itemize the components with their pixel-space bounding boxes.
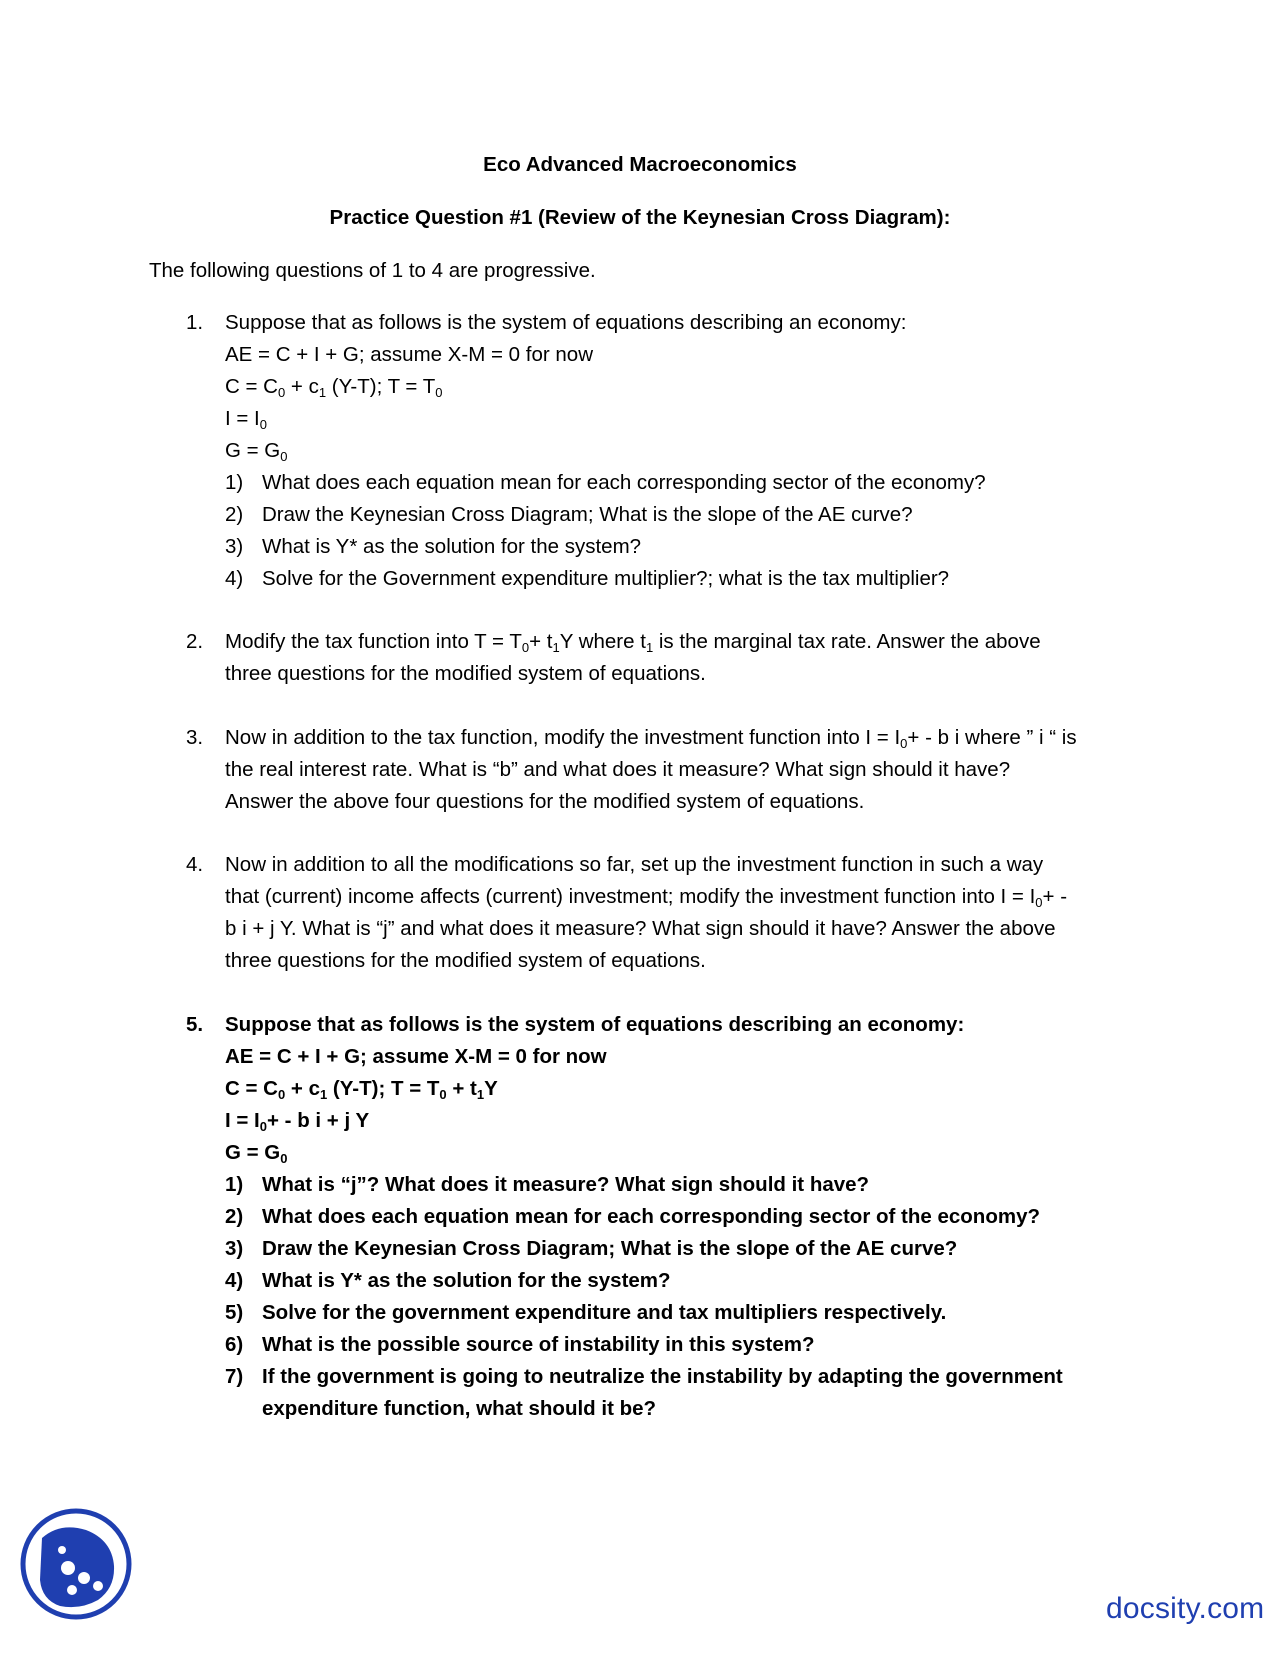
q5-item-text: What is Y* as the solution for the system? xyxy=(262,1269,671,1292)
q1-eq-ae: AE = C + I + G; assume X-M = 0 for now xyxy=(225,343,594,366)
q5-number: 5. xyxy=(186,1013,204,1036)
q4-line: Now in addition to all the modifications so far, set up the investment function in such a way xyxy=(225,853,1044,876)
q2-line: Modify the tax function into $T = T_0+ t_1Y$ where $t_1$ is the marginal tax rate. Answer the above xyxy=(225,630,1041,655)
q5-item-number: 6) xyxy=(225,1333,244,1356)
q1-number: 1. xyxy=(186,311,204,334)
q5-item-text: What is “j”? What does it measure? What sign should it have? xyxy=(262,1173,870,1196)
q5-item-number: 5) xyxy=(225,1301,244,1324)
q1-eq-c: $C = C_0 + c_1$ (Y-T); $T = T_0$ xyxy=(225,375,443,400)
docsity-brand-link[interactable]: docsity.com xyxy=(1106,1592,1265,1625)
q5-item-number: 3) xyxy=(225,1237,244,1260)
q1-item-text: What does each equation mean for each corresponding sector of the economy? xyxy=(262,471,986,494)
q5-item-number: 4) xyxy=(225,1269,244,1292)
q5-eq-c: $C = C_0 + c_1$ (Y-T); $T = T_0 + t_1Y$ xyxy=(225,1077,498,1102)
docsity-logo-icon[interactable] xyxy=(20,1508,132,1620)
q3-number: 3. xyxy=(186,726,204,749)
q1-eq-i: $I = I_0$ xyxy=(225,407,267,432)
course-title: Eco Advanced Macroeconomics xyxy=(483,153,797,176)
q4-line: that (current) income affects (current) investment; modify the investment function into $I = I_0+$ - xyxy=(225,885,1068,910)
q3-line: Answer the above four questions for the modified system of equations. xyxy=(225,790,865,813)
q5-item-text: If the government is going to neutralize the instability by adapting the government xyxy=(262,1365,1063,1388)
q2-line: three questions for the modified system of equations. xyxy=(225,662,706,685)
q3-line: Now in addition to the tax function, modify the investment function into $I = I_0+ - b$ i where ” i “ is xyxy=(225,726,1077,751)
q3-line: the real interest rate. What is “b” and what does it measure? What sign should it have? xyxy=(225,758,1011,781)
q5-item-text: Draw the Keynesian Cross Diagram; What is the slope of the AE curve? xyxy=(262,1237,958,1260)
q5-item-number: 2) xyxy=(225,1205,244,1228)
q2-number: 2. xyxy=(186,630,204,653)
q5-eq-g: $G = G_0$ xyxy=(225,1141,288,1166)
q1-item-number: 4) xyxy=(225,567,244,590)
q1-item-text: What is Y* as the solution for the system? xyxy=(262,535,642,558)
q1-lead: Suppose that as follows is the system of equations describing an economy: xyxy=(225,311,907,334)
q4-line: three questions for the modified system of equations. xyxy=(225,949,706,972)
intro-text: The following questions of 1 to 4 are progressive. xyxy=(149,259,596,282)
q5-eq-ae: AE = C + I + G; assume X-M = 0 for now xyxy=(225,1045,607,1068)
q5-item-text: Solve for the government expenditure and tax multipliers respectively. xyxy=(262,1301,947,1324)
q1-item-number: 3) xyxy=(225,535,244,558)
q1-item-number: 2) xyxy=(225,503,244,526)
q5-eq-i: $I = I_0+ - b$ i + j Y xyxy=(225,1109,370,1134)
q5-item-text: What does each equation mean for each corresponding sector of the economy? xyxy=(262,1205,1040,1228)
q1-item-text: Draw the Keynesian Cross Diagram; What is the slope of the AE curve? xyxy=(262,503,913,526)
q5-item-continuation: expenditure function, what should it be? xyxy=(262,1397,657,1420)
q5-item-number: 7) xyxy=(225,1365,244,1388)
q4-line: b i + j Y. What is “j” and what does it measure? What sign should it have? Answer the above xyxy=(225,917,1056,940)
question-title: Practice Question #1 (Review of the Keynesian Cross Diagram): xyxy=(329,206,951,229)
q5-item-number: 1) xyxy=(225,1173,244,1196)
q1-item-number: 1) xyxy=(225,471,244,494)
q1-eq-g: $G = G_0$ xyxy=(225,439,288,464)
q1-item-text: Solve for the Government expenditure multiplier?; what is the tax multiplier? xyxy=(262,567,950,590)
q5-lead: Suppose that as follows is the system of equations describing an economy: xyxy=(225,1013,965,1036)
q5-item-text: What is the possible source of instability in this system? xyxy=(262,1333,815,1356)
q4-number: 4. xyxy=(186,853,204,876)
